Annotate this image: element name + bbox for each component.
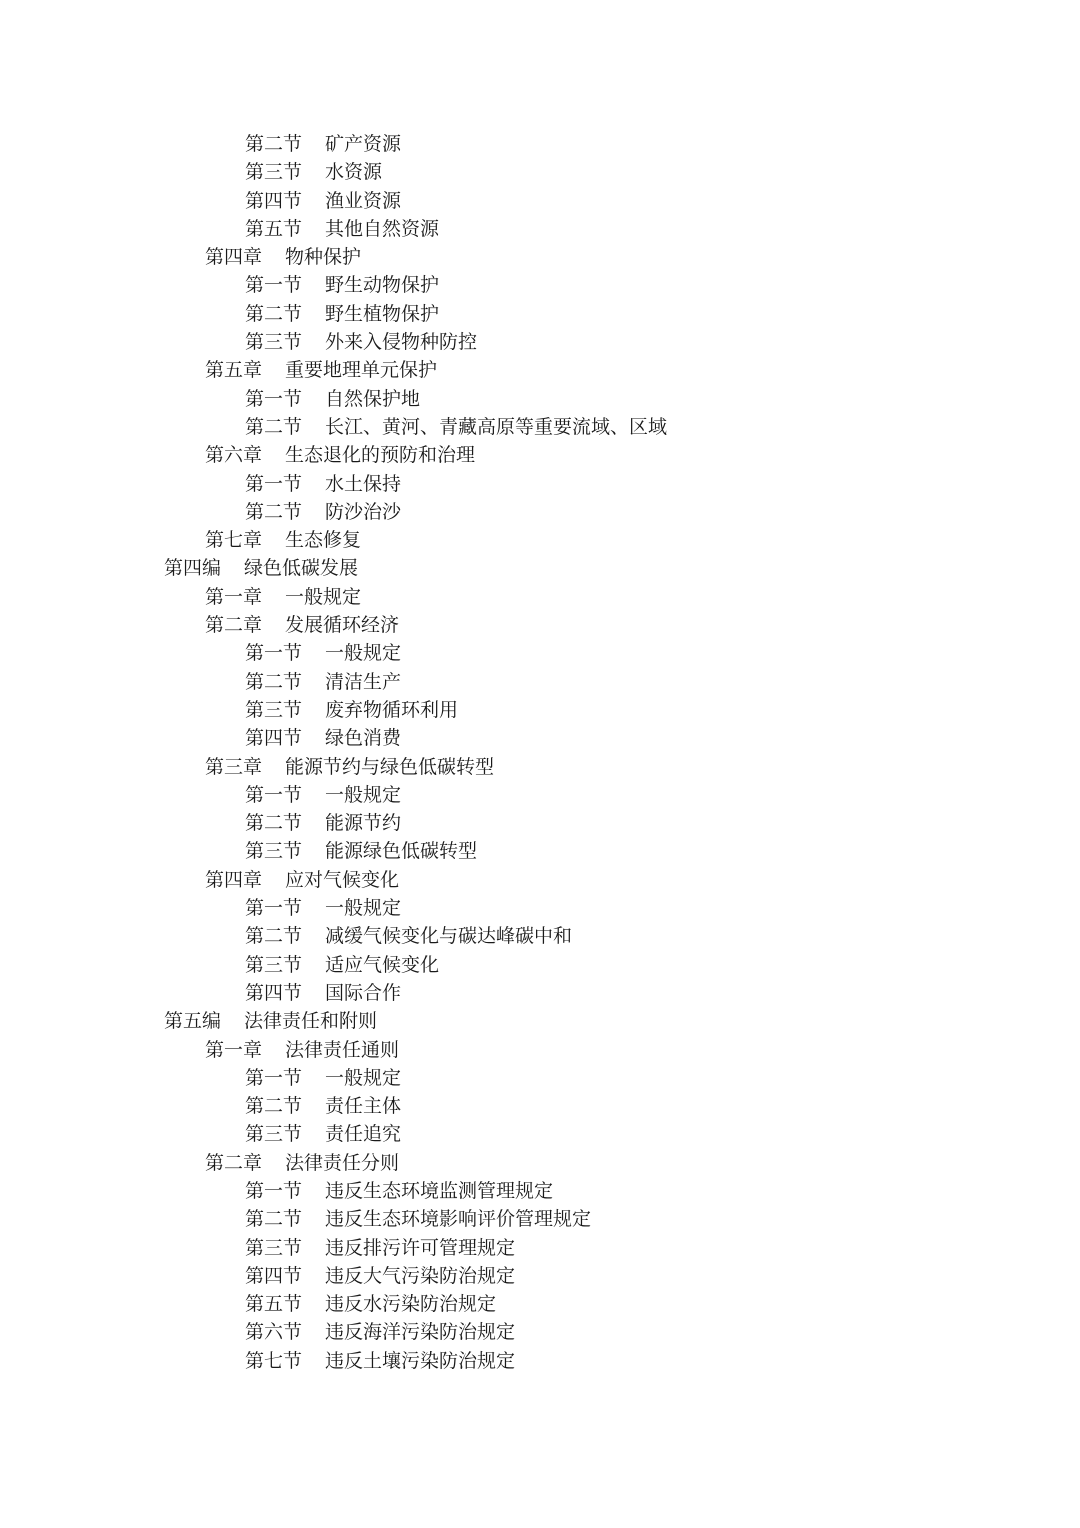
toc-entry-title: 绿色低碳发展 [244,557,359,580]
toc-entry-number: 第二节 [245,1208,303,1231]
toc-entry-number: 第五编 [164,1010,222,1033]
toc-section-entry [0,668,1080,696]
toc-entry-title: 生态退化的预防和治理 [285,444,476,467]
toc-entry-title: 一般规定 [325,897,402,920]
toc-entry-title: 水土保持 [325,472,402,495]
toc-section-entry [0,130,1080,158]
toc-entry-number: 第二章 [205,1151,263,1174]
toc-entry-title: 法律责任通则 [285,1038,400,1061]
toc-section-entry [0,413,1080,441]
toc-entry-number: 第二节 [245,415,303,438]
toc-section-entry [0,1262,1080,1290]
toc-section-entry [0,187,1080,215]
toc-entry-title: 责任主体 [325,1095,402,1118]
toc-entry-title: 生态修复 [285,529,362,552]
toc-section-entry [0,1318,1080,1346]
toc-section-entry [0,385,1080,413]
toc-section-entry [0,809,1080,837]
toc-entry-number: 第一节 [245,274,303,297]
toc-entry-title: 一般规定 [285,585,362,608]
toc-part-entry [0,1007,1080,1035]
toc-entry-title: 外来入侵物种防控 [325,331,478,354]
toc-chapter-entry [0,1149,1080,1177]
toc-section-entry [0,1205,1080,1233]
toc-entry-number: 第二章 [205,614,263,637]
toc-section-entry [0,781,1080,809]
toc-chapter-entry [0,356,1080,384]
toc-entry-title: 防沙治沙 [325,500,402,523]
toc-entry-title: 物种保护 [285,246,362,269]
toc-entry-number: 第六节 [245,1321,303,1344]
toc-section-entry [0,300,1080,328]
toc-entry-number: 第四节 [245,1264,303,1287]
toc-entry-number: 第五节 [245,1293,303,1316]
toc-entry-number: 第三节 [245,953,303,976]
toc-entry-title: 其他自然资源 [325,217,440,240]
toc-entry-number: 第四节 [245,189,303,212]
toc-entry-title: 长江、黄河、青藏高原等重要流域、区域 [325,415,668,438]
toc-chapter-entry [0,526,1080,554]
toc-entry-number: 第四节 [245,727,303,750]
toc-part-entry [0,554,1080,582]
toc-entry-title: 能源节约 [325,812,402,835]
toc-entry-title: 野生植物保护 [325,302,440,325]
toc-entry-title: 一般规定 [325,642,402,665]
toc-chapter-entry [0,441,1080,469]
toc-section-entry [0,724,1080,752]
toc-section-entry [0,1120,1080,1148]
toc-entry-number: 第五节 [245,217,303,240]
toc-entry-number: 第三节 [245,331,303,354]
toc-section-entry [0,1092,1080,1120]
toc-entry-number: 第一节 [245,1179,303,1202]
toc-section-entry [0,837,1080,865]
toc-section-entry [0,1290,1080,1318]
toc-section-entry [0,328,1080,356]
toc-entry-title: 废弃物循环利用 [325,698,459,721]
toc-entry-title: 法律责任和附则 [244,1010,378,1033]
toc-entry-title: 国际合作 [325,981,402,1004]
toc-entry-number: 第六章 [205,444,263,467]
toc-entry-title: 绿色消费 [325,727,402,750]
toc-entry-title: 野生动物保护 [325,274,440,297]
toc-entry-title: 水资源 [325,161,383,184]
toc-entry-title: 违反大气污染防治规定 [325,1264,516,1287]
toc-section-entry [0,1234,1080,1262]
toc-chapter-entry [0,866,1080,894]
toc-entry-number: 第二节 [245,133,303,155]
toc-section-entry [0,215,1080,243]
toc-entry-number: 第二节 [245,670,303,693]
table-of-contents [0,130,1080,1375]
toc-entry-title: 责任追究 [325,1123,402,1146]
toc-section-entry [0,470,1080,498]
toc-chapter-entry [0,243,1080,271]
toc-section-entry [0,498,1080,526]
toc-section-entry [0,979,1080,1007]
toc-section-entry [0,1347,1080,1375]
toc-entry-title: 违反海洋污染防治规定 [325,1321,516,1344]
toc-entry-number: 第三节 [245,840,303,863]
toc-entry-number: 第一节 [245,783,303,806]
toc-entry-title: 自然保护地 [325,387,421,410]
toc-entry-title: 能源节约与绿色低碳转型 [285,755,495,778]
toc-section-entry [0,271,1080,299]
toc-entry-title: 违反排污许可管理规定 [325,1236,516,1259]
toc-entry-number: 第四章 [205,868,263,891]
toc-entry-title: 一般规定 [325,783,402,806]
toc-entry-number: 第七节 [245,1349,303,1372]
toc-section-entry [0,696,1080,724]
toc-section-entry [0,951,1080,979]
toc-section-entry [0,1177,1080,1205]
toc-entry-title: 违反生态环境监测管理规定 [325,1179,554,1202]
toc-entry-number: 第一节 [245,1066,303,1089]
toc-entry-number: 第四节 [245,981,303,1004]
toc-entry-title: 渔业资源 [325,189,402,212]
toc-entry-number: 第五章 [205,359,263,382]
toc-entry-title: 违反生态环境影响评价管理规定 [325,1208,592,1231]
toc-entry-title: 减缓气候变化与碳达峰碳中和 [325,925,573,948]
toc-chapter-entry [0,753,1080,781]
toc-section-entry [0,922,1080,950]
toc-entry-title: 能源绿色低碳转型 [325,840,478,863]
toc-entry-number: 第三节 [245,698,303,721]
toc-entry-title: 应对气候变化 [285,868,400,891]
toc-entry-title: 一般规定 [325,1066,402,1089]
toc-entry-number: 第一节 [245,472,303,495]
toc-chapter-entry [0,611,1080,639]
toc-entry-number: 第二节 [245,1095,303,1118]
toc-section-entry [0,894,1080,922]
toc-entry-number: 第一节 [245,387,303,410]
toc-entry-title: 发展循环经济 [285,614,400,637]
toc-entry-number: 第一节 [245,897,303,920]
toc-entry-number: 第四编 [164,557,222,580]
toc-entry-number: 第二节 [245,500,303,523]
toc-entry-title: 矿产资源 [325,133,402,155]
toc-entry-title: 法律责任分则 [285,1151,400,1174]
toc-entry-number: 第三章 [205,755,263,778]
toc-entry-number: 第七章 [205,529,263,552]
toc-entry-number: 第一节 [245,642,303,665]
toc-section-entry [0,1064,1080,1092]
toc-entry-number: 第一章 [205,585,263,608]
toc-section-entry [0,639,1080,667]
toc-entry-title: 重要地理单元保护 [285,359,438,382]
toc-entry-number: 第二节 [245,925,303,948]
toc-chapter-entry [0,583,1080,611]
toc-entry-title: 违反水污染防治规定 [325,1293,497,1316]
toc-entry-number: 第二节 [245,812,303,835]
toc-entry-number: 第三节 [245,1236,303,1259]
toc-chapter-entry [0,1036,1080,1064]
toc-entry-number: 第一章 [205,1038,263,1061]
toc-entry-title: 违反土壤污染防治规定 [325,1349,516,1372]
toc-entry-number: 第四章 [205,246,263,269]
toc-section-entry [0,158,1080,186]
toc-entry-number: 第三节 [245,161,303,184]
toc-entry-title: 清洁生产 [325,670,402,693]
toc-entry-number: 第二节 [245,302,303,325]
toc-entry-title: 适应气候变化 [325,953,440,976]
toc-entry-number: 第三节 [245,1123,303,1146]
